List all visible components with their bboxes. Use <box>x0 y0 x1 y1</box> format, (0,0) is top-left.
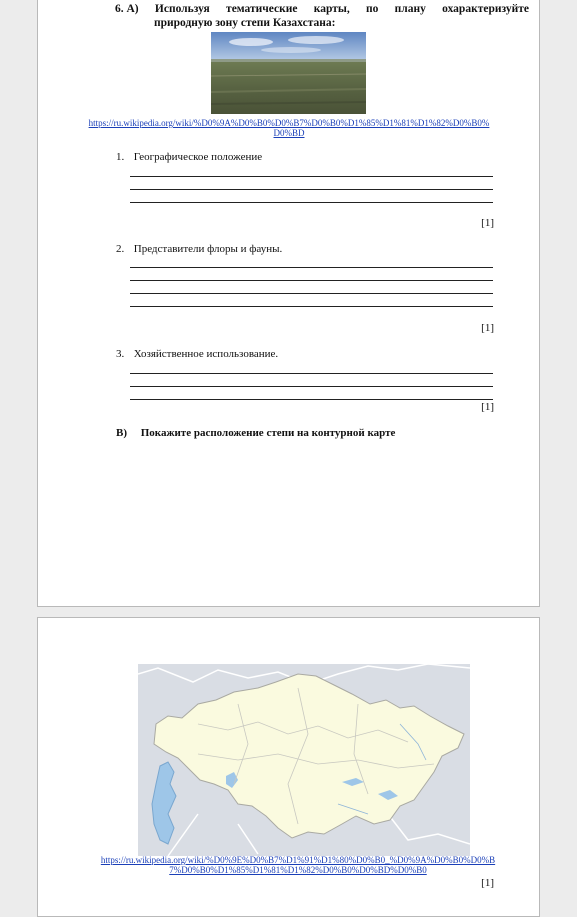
question-item-2 <box>116 243 282 256</box>
question-item-3 <box>116 348 278 361</box>
task-6-heading <box>115 2 529 30</box>
heading-word: по <box>365 3 379 15</box>
task-b-label: В) <box>116 427 127 439</box>
item-text: Представители флоры и фауны. <box>133 243 283 255</box>
answer-line[interactable] <box>130 293 493 294</box>
worksheet-page-2 <box>37 617 540 917</box>
heading-word: охарактеризуйте <box>442 3 529 15</box>
answer-line[interactable] <box>130 399 493 400</box>
heading-line-2: природную зону степи Казахстана: <box>154 17 336 29</box>
answer-line[interactable] <box>130 306 493 307</box>
answer-line[interactable] <box>130 176 493 177</box>
task-number: 6. А) <box>115 3 139 15</box>
wikipedia-link-lakes[interactable]: https://ru.wikipedia.org/wiki/%D0%9E%D0%B7%D1%91%D1%80%D0%B0_%D0%9A%D0%B0%D0%B7%D0%B0%D1%85%D1%81%D1%82%D0%B0%D0%BD%D0%B0 <box>100 855 496 875</box>
answer-line[interactable] <box>130 267 493 268</box>
worksheet-page-1 <box>37 0 540 607</box>
item-number: 3. <box>116 348 125 360</box>
item-text: Географическое положение <box>133 151 263 163</box>
heading-word: тематические <box>226 3 298 15</box>
task-b-text: Покажите расположение степи на контурной карте <box>140 427 396 439</box>
score-mark: [1] <box>481 322 494 334</box>
answer-line[interactable] <box>130 373 493 374</box>
question-item-1 <box>116 151 262 164</box>
heading-word: плану <box>394 3 426 15</box>
task-b-heading <box>116 427 395 440</box>
item-number: 1. <box>116 151 125 163</box>
item-number: 2. <box>116 243 125 255</box>
wikipedia-link-kazakhstan[interactable]: https://ru.wikipedia.org/wiki/%D0%9A%D0%B0%D0%B7%D0%B0%D1%85%D1%81%D1%82%D0%B0%D0%BD <box>88 118 490 138</box>
steppe-photo <box>211 32 366 114</box>
answer-line[interactable] <box>130 202 493 203</box>
heading-word: карты, <box>313 3 350 15</box>
score-mark: [1] <box>481 401 494 413</box>
score-mark: [1] <box>481 877 494 889</box>
heading-word: Используя <box>154 3 210 15</box>
item-text: Хозяйственное использование. <box>133 348 279 360</box>
kazakhstan-outline-map <box>138 664 470 856</box>
answer-line[interactable] <box>130 386 493 387</box>
score-mark: [1] <box>481 217 494 229</box>
answer-line[interactable] <box>130 280 493 281</box>
answer-line[interactable] <box>130 189 493 190</box>
